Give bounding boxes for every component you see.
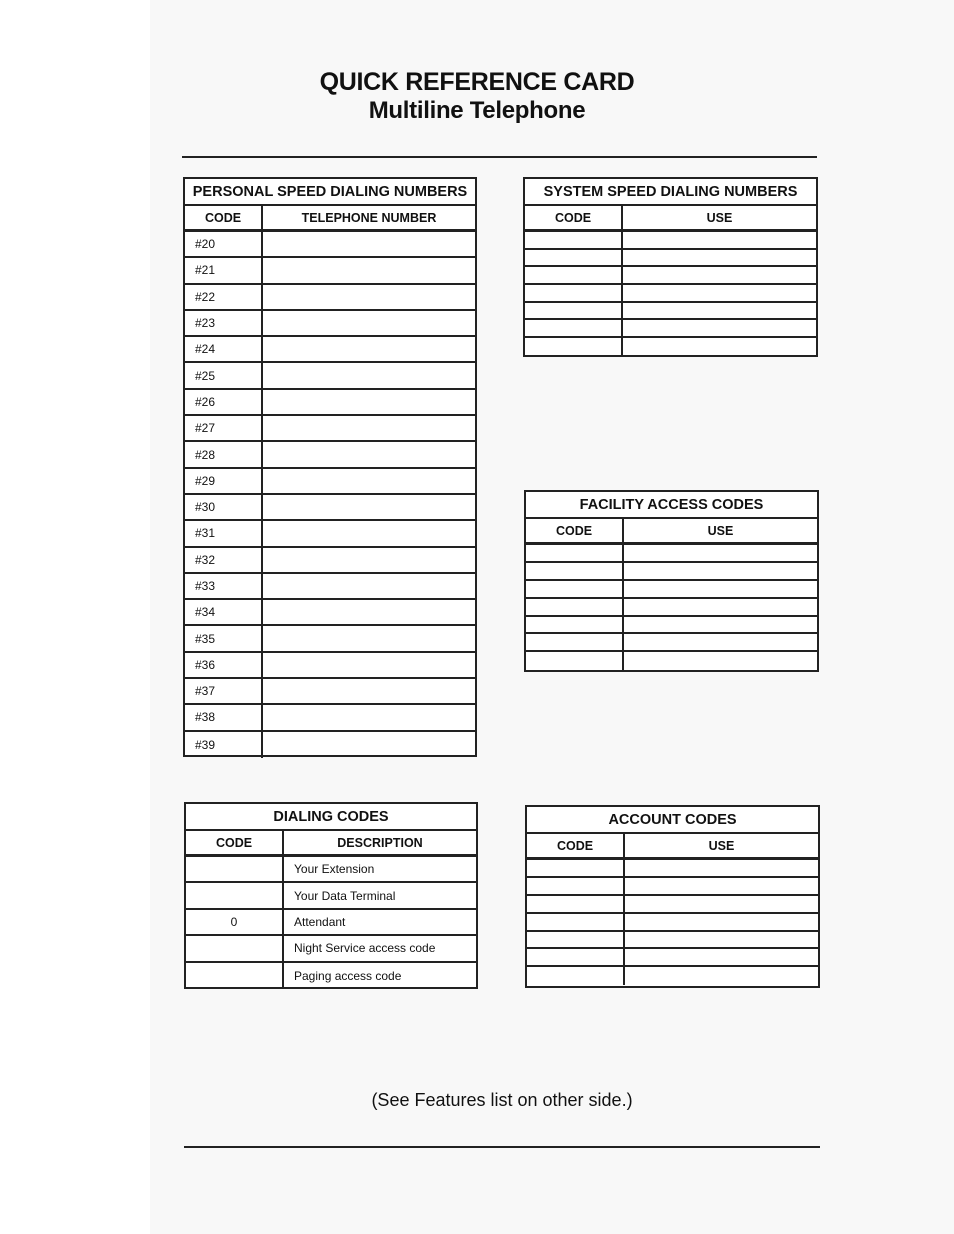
facility-code-field[interactable] bbox=[526, 599, 624, 615]
system-use-field[interactable] bbox=[623, 232, 816, 248]
system-code-field[interactable] bbox=[525, 232, 623, 248]
facility-use-field[interactable] bbox=[624, 617, 817, 633]
personal-row bbox=[185, 626, 475, 652]
dialing-description: Your Data Terminal bbox=[294, 888, 396, 903]
personal-speed-dialing-table bbox=[183, 177, 477, 757]
system-row bbox=[525, 250, 816, 268]
account-code-field[interactable] bbox=[527, 896, 625, 912]
personal-row bbox=[185, 495, 475, 521]
system-use-field[interactable] bbox=[623, 267, 816, 283]
personal-row bbox=[185, 705, 475, 731]
telephone-number-field[interactable] bbox=[263, 311, 475, 335]
account-col-use: USE bbox=[708, 838, 735, 853]
personal-code: #24 bbox=[185, 337, 263, 361]
telephone-number-field[interactable] bbox=[263, 469, 475, 493]
telephone-number-field[interactable] bbox=[263, 416, 475, 440]
account-heading: ACCOUNT CODES bbox=[527, 807, 818, 834]
facility-heading: FACILITY ACCESS CODES bbox=[526, 492, 817, 519]
dialing-row bbox=[186, 857, 476, 883]
facility-row bbox=[526, 617, 817, 635]
telephone-number-field[interactable] bbox=[263, 600, 475, 624]
system-code-field[interactable] bbox=[525, 320, 623, 336]
system-use-field[interactable] bbox=[623, 250, 816, 266]
facility-code-field[interactable] bbox=[526, 563, 624, 579]
personal-row bbox=[185, 258, 475, 284]
dialing-codes-table bbox=[184, 802, 478, 989]
account-row bbox=[527, 949, 818, 967]
dialing-row bbox=[186, 963, 476, 989]
personal-code: #36 bbox=[185, 653, 263, 677]
system-use-field[interactable] bbox=[623, 338, 816, 356]
telephone-number-field[interactable] bbox=[263, 653, 475, 677]
facility-use-field[interactable] bbox=[624, 599, 817, 615]
account-row bbox=[527, 914, 818, 932]
page-title: QUICK REFERENCE CARD bbox=[319, 68, 635, 96]
telephone-number-field[interactable] bbox=[263, 232, 475, 256]
facility-code-field[interactable] bbox=[526, 617, 624, 633]
personal-row bbox=[185, 285, 475, 311]
dialing-code[interactable] bbox=[186, 936, 284, 960]
personal-col-number: TELEPHONE NUMBER bbox=[301, 210, 437, 225]
facility-code-field[interactable] bbox=[526, 652, 624, 670]
system-use-field[interactable] bbox=[623, 285, 816, 301]
account-row bbox=[527, 860, 818, 878]
telephone-number-field[interactable] bbox=[263, 548, 475, 572]
facility-use-field[interactable] bbox=[624, 652, 817, 670]
personal-row bbox=[185, 732, 475, 758]
facility-row bbox=[526, 634, 817, 652]
account-use-field[interactable] bbox=[625, 860, 818, 876]
system-code-field[interactable] bbox=[525, 250, 623, 266]
account-code-field[interactable] bbox=[527, 878, 625, 894]
telephone-number-field[interactable] bbox=[263, 442, 475, 466]
personal-col-code: CODE bbox=[185, 206, 263, 229]
telephone-number-field[interactable] bbox=[263, 679, 475, 703]
account-code-field[interactable] bbox=[527, 914, 625, 930]
personal-code: #34 bbox=[185, 600, 263, 624]
telephone-number-field[interactable] bbox=[263, 521, 475, 545]
facility-col-use: USE bbox=[707, 523, 734, 538]
account-code-field[interactable] bbox=[527, 949, 625, 965]
account-use-field[interactable] bbox=[625, 967, 818, 985]
account-use-field[interactable] bbox=[625, 914, 818, 930]
personal-row bbox=[185, 653, 475, 679]
account-code-field[interactable] bbox=[527, 967, 625, 985]
system-row bbox=[525, 338, 816, 356]
personal-code: #29 bbox=[185, 469, 263, 493]
personal-row bbox=[185, 337, 475, 363]
dialing-col-desc: DESCRIPTION bbox=[337, 835, 423, 850]
dialing-description: Paging access code bbox=[294, 968, 402, 983]
personal-row bbox=[185, 548, 475, 574]
facility-use-field[interactable] bbox=[624, 581, 817, 597]
personal-code: #27 bbox=[185, 416, 263, 440]
facility-use-field[interactable] bbox=[624, 545, 817, 561]
personal-code: #33 bbox=[185, 574, 263, 598]
facility-code-field[interactable] bbox=[526, 545, 624, 561]
dialing-row bbox=[186, 936, 476, 962]
system-row bbox=[525, 232, 816, 250]
personal-code: #38 bbox=[185, 705, 263, 729]
telephone-number-field[interactable] bbox=[263, 732, 475, 758]
personal-row bbox=[185, 521, 475, 547]
facility-code-field[interactable] bbox=[526, 634, 624, 650]
account-code-field[interactable] bbox=[527, 932, 625, 948]
system-col-code: CODE bbox=[525, 206, 623, 229]
dialing-description: Your Extension bbox=[294, 862, 375, 877]
account-row bbox=[527, 967, 818, 985]
telephone-number-field[interactable] bbox=[263, 390, 475, 414]
system-code-field[interactable] bbox=[525, 285, 623, 301]
personal-code: #26 bbox=[185, 390, 263, 414]
personal-code: #39 bbox=[185, 732, 263, 758]
dialing-description: Attendant bbox=[294, 914, 346, 929]
system-row bbox=[525, 267, 816, 285]
personal-row bbox=[185, 363, 475, 389]
system-heading: SYSTEM SPEED DIALING NUMBERS bbox=[525, 179, 816, 206]
footer-note: (See Features list on other side.) bbox=[371, 1090, 633, 1110]
dialing-row bbox=[186, 910, 476, 936]
system-col-use: USE bbox=[706, 210, 733, 225]
personal-row bbox=[185, 469, 475, 495]
account-codes-table bbox=[525, 805, 820, 988]
personal-row bbox=[185, 442, 475, 468]
system-code-field[interactable] bbox=[525, 267, 623, 283]
page-subtitle: Multiline Telephone bbox=[368, 97, 586, 124]
telephone-number-field[interactable] bbox=[263, 258, 475, 282]
personal-code: #20 bbox=[185, 232, 263, 256]
personal-row bbox=[185, 311, 475, 337]
account-use-field[interactable] bbox=[625, 896, 818, 912]
dialing-heading: DIALING CODES bbox=[186, 804, 476, 831]
facility-row bbox=[526, 599, 817, 617]
system-code-field[interactable] bbox=[525, 303, 623, 319]
personal-code: #35 bbox=[185, 626, 263, 650]
facility-row bbox=[526, 581, 817, 599]
account-use-field[interactable] bbox=[625, 932, 818, 948]
facility-row bbox=[526, 545, 817, 563]
personal-rows bbox=[185, 232, 475, 758]
dialing-code[interactable] bbox=[186, 883, 284, 907]
system-rows bbox=[525, 232, 816, 356]
personal-code: #21 bbox=[185, 258, 263, 282]
facility-code-field[interactable] bbox=[526, 581, 624, 597]
top-rule bbox=[182, 156, 817, 158]
facility-rows bbox=[526, 545, 817, 670]
dialing-rows bbox=[186, 857, 476, 989]
personal-code: #32 bbox=[185, 548, 263, 572]
dialing-code[interactable] bbox=[186, 857, 284, 881]
system-use-field[interactable] bbox=[623, 320, 816, 336]
personal-code: #37 bbox=[185, 679, 263, 703]
system-speed-dialing-table bbox=[523, 177, 818, 357]
facility-access-codes-table bbox=[524, 490, 819, 672]
personal-row bbox=[185, 574, 475, 600]
personal-row bbox=[185, 390, 475, 416]
account-row bbox=[527, 896, 818, 914]
facility-use-field[interactable] bbox=[624, 634, 817, 650]
system-use-field[interactable] bbox=[623, 303, 816, 319]
personal-row bbox=[185, 416, 475, 442]
dialing-code[interactable]: 0 bbox=[186, 910, 284, 934]
personal-code: #30 bbox=[185, 495, 263, 519]
telephone-number-field[interactable] bbox=[263, 495, 475, 519]
system-code-field[interactable] bbox=[525, 338, 623, 356]
telephone-number-field[interactable] bbox=[263, 574, 475, 598]
personal-row bbox=[185, 679, 475, 705]
account-col-code: CODE bbox=[527, 834, 625, 857]
dialing-description: Night Service access code bbox=[294, 941, 436, 956]
account-code-field[interactable] bbox=[527, 860, 625, 876]
personal-code: #23 bbox=[185, 311, 263, 335]
personal-heading: PERSONAL SPEED DIALING NUMBERS bbox=[185, 179, 475, 206]
account-rows bbox=[527, 860, 818, 985]
account-row bbox=[527, 932, 818, 950]
telephone-number-field[interactable] bbox=[263, 363, 475, 387]
telephone-number-field[interactable] bbox=[263, 337, 475, 361]
facility-row bbox=[526, 652, 817, 670]
telephone-number-field[interactable] bbox=[263, 705, 475, 729]
facility-use-field[interactable] bbox=[624, 563, 817, 579]
dialing-row bbox=[186, 883, 476, 909]
bottom-rule bbox=[184, 1146, 820, 1148]
telephone-number-field[interactable] bbox=[263, 285, 475, 309]
personal-code: #25 bbox=[185, 363, 263, 387]
facility-col-code: CODE bbox=[526, 519, 624, 542]
account-row bbox=[527, 878, 818, 896]
dialing-col-code: CODE bbox=[186, 831, 284, 854]
dialing-code[interactable] bbox=[186, 963, 284, 989]
account-use-field[interactable] bbox=[625, 949, 818, 965]
telephone-number-field[interactable] bbox=[263, 626, 475, 650]
personal-code: #28 bbox=[185, 442, 263, 466]
personal-row bbox=[185, 600, 475, 626]
system-row bbox=[525, 303, 816, 321]
system-row bbox=[525, 285, 816, 303]
personal-code: #31 bbox=[185, 521, 263, 545]
personal-code: #22 bbox=[185, 285, 263, 309]
system-row bbox=[525, 320, 816, 338]
facility-row bbox=[526, 563, 817, 581]
personal-row bbox=[185, 232, 475, 258]
account-use-field[interactable] bbox=[625, 878, 818, 894]
